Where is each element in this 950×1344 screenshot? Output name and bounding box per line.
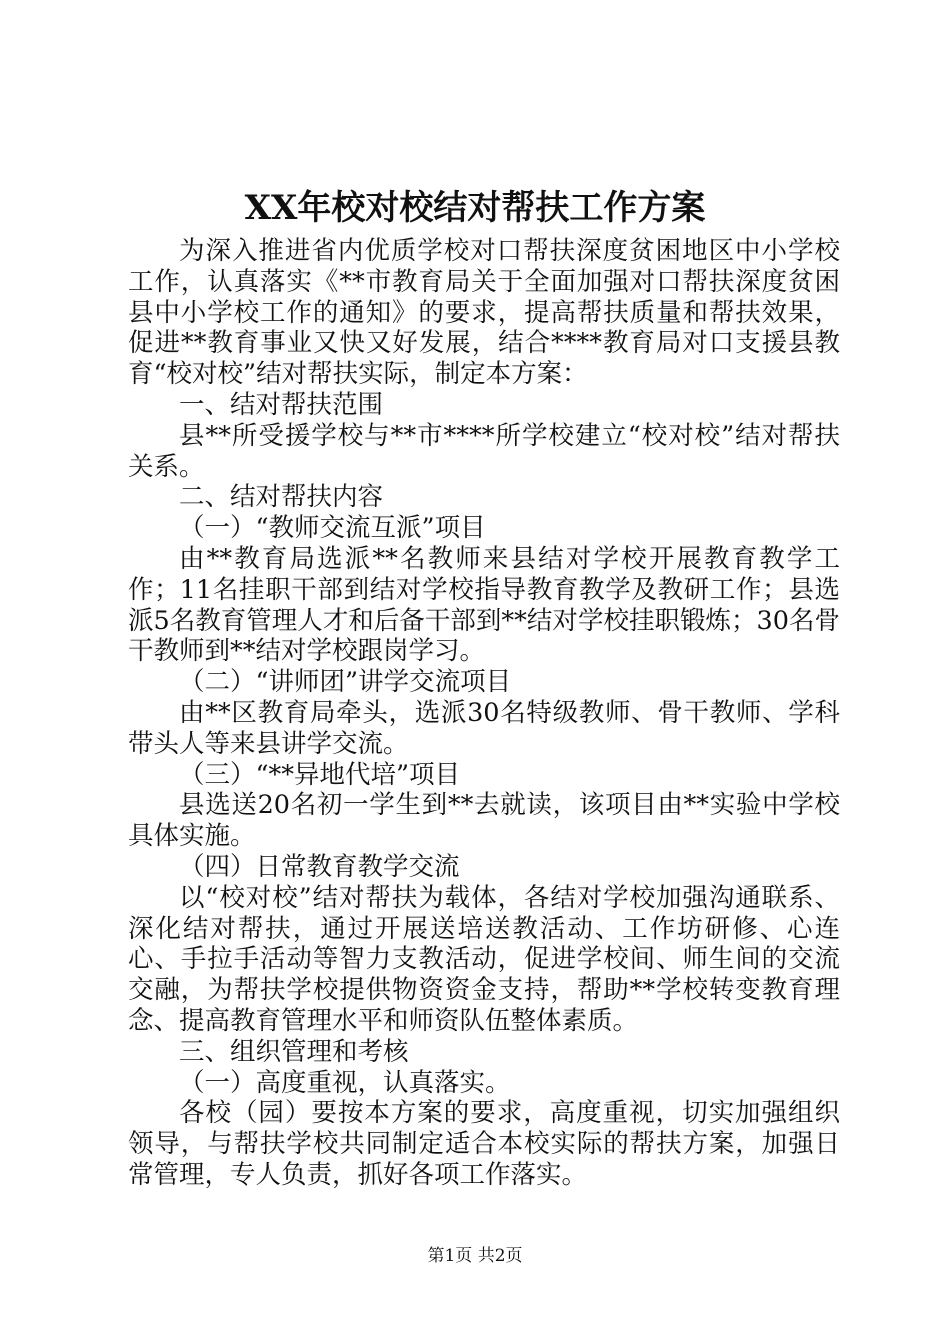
subsection-3-1-paragraph: 各校（园）要按本方案的要求，高度重视，切实加强组织领导，与帮扶学校共同制定适合本校实际的帮扶方案，加强日常管理，专人负责，抓好各项工作落实。 [128,1098,840,1190]
section-heading-3: 三、组织管理和考核 [179,1036,409,1067]
subsection-heading-2-3: （三）“**异地代培”项目 [179,759,461,790]
section-heading-2: 二、结对帮扶内容 [179,482,384,513]
document-title: XX年校对校结对帮扶工作方案 [244,188,706,228]
subsection-heading-3-1: （一）高度重视，认真落实。 [179,1067,511,1098]
subsection-2-3-paragraph: 县选送20名初一学生到**去就读，该项目由**实验中学校具体实施。 [128,790,840,852]
page-number-footer: 第1页 共2页 [427,1246,523,1266]
document-body [128,236,840,1191]
subsection-heading-2-2: （二）“讲师团”讲学交流项目 [179,667,512,698]
subsection-heading-2-4: （四）日常教育教学交流 [179,851,460,882]
subsection-2-2-paragraph: 由**区教育局牵头，选派30名特级教师、骨干教师、学科带头人等来县讲学交流。 [128,697,840,759]
subsection-2-1-paragraph: 由**教育局选派**名教师来县结对学校开展教育教学工作；11名挂职干部到结对学校指导教育教学及教研工作；县选派5名教育管理人才和后备干部到**结对学校挂职锻炼；30名骨干教师到**结对学校跟岗学习。 [128,543,840,667]
section-1-paragraph: 县**所受援学校与**市****所学校建立“校对校”结对帮扶关系。 [128,420,840,482]
section-heading-1: 一、结对帮扶范围 [179,389,384,420]
subsection-heading-2-1: （一）“教师交流互派”项目 [179,513,486,544]
intro-paragraph: 为深入推进省内优质学校对口帮扶深度贫困地区中小学校工作，认真落实《**市教育局关于全面加强对口帮扶深度贫困县中小学校工作的通知》的要求，提高帮扶质量和帮扶效果，促进**教育事业又快又好发展，结合****教育局对口支援县教育“校对校”结对帮扶实际，制定本方案： [128,236,840,390]
subsection-2-4-paragraph: 以“校对校”结对帮扶为载体，各结对学校加强沟通联系、深化结对帮扶，通过开展送培送教活动、工作坊研修、心连心、手拉手活动等智力支教活动，促进学校间、师生间的交流交融，为帮扶学校提供物资资金支持，帮助**学校转变教育理念、提高教育管理水平和师资队伍整体素质。 [128,882,840,1036]
